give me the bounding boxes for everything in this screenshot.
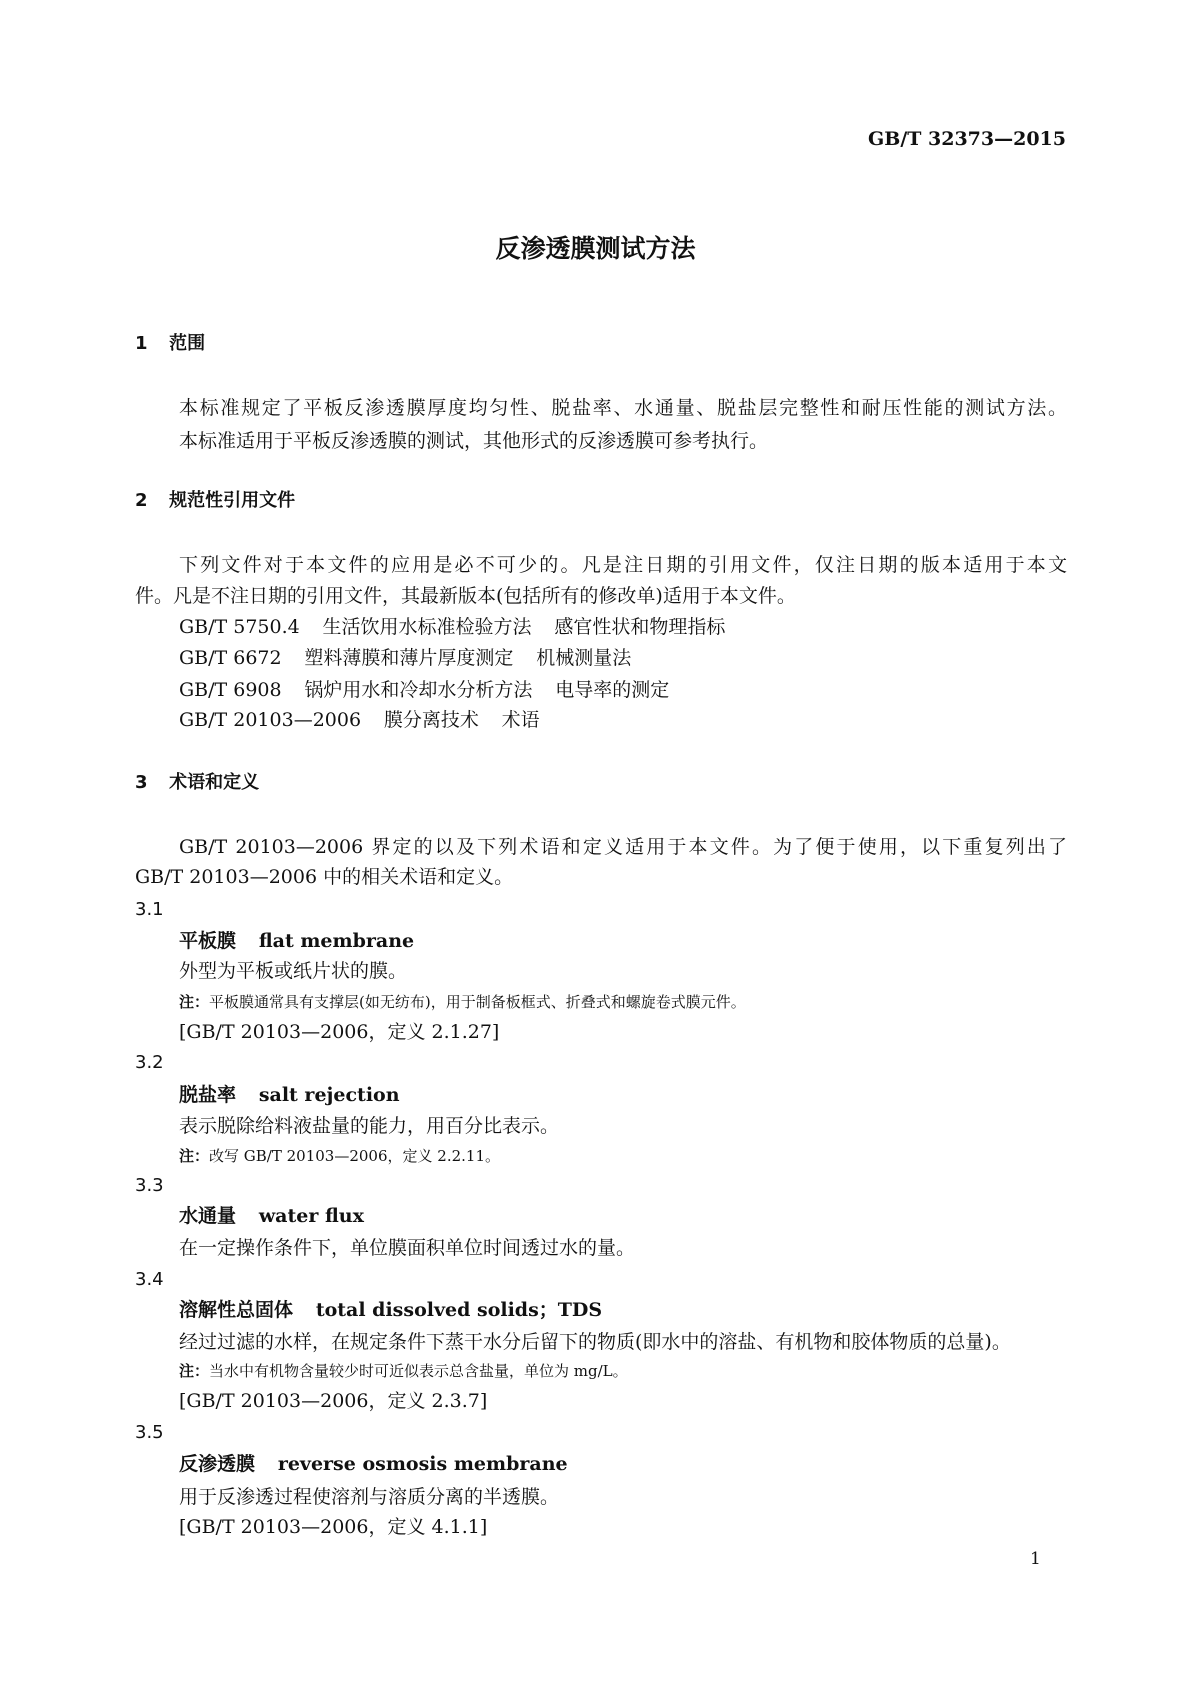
- paragraph: GB/T 20103—2006 界定的以及下列术语和定义适用于本文件。为了便于使用，以下重复列出了: [179, 836, 1067, 858]
- term-title: 平板膜 flat membrane: [179, 930, 415, 952]
- term-source: [GB/T 20103—2006，定义 2.1.27]: [179, 1021, 500, 1043]
- term-source: [GB/T 20103—2006，定义 4.1.1]: [179, 1516, 488, 1538]
- term-definition: 用于反渗透过程使溶剂与溶质分离的半透膜。: [179, 1486, 560, 1508]
- term-title: 反渗透膜 reverse osmosis membrane: [179, 1453, 568, 1475]
- section-2-heading: 2 规范性引用文件: [135, 490, 296, 511]
- term-title: 脱盐率 salt rejection: [179, 1084, 400, 1106]
- paragraph: 下列文件对于本文件的应用是必不可少的。凡是注日期的引用文件，仅注日期的版本适用于本文: [179, 554, 1067, 576]
- term-number: 3.4: [135, 1269, 164, 1290]
- section-3-heading: 3 术语和定义: [135, 772, 260, 793]
- reference-item: GB/T 20103—2006 膜分离技术 术语: [179, 709, 540, 731]
- paragraph: 本标准适用于平板反渗透膜的测试，其他形式的反渗透膜可参考执行。: [179, 430, 769, 452]
- term-definition: 表示脱除给料液盐量的能力，用百分比表示。: [179, 1115, 560, 1137]
- term-number: 3.3: [135, 1175, 164, 1196]
- reference-item: GB/T 5750.4 生活饮用水标准检验方法 感官性状和物理指标: [179, 616, 726, 638]
- term-source: [GB/T 20103—2006，定义 2.3.7]: [179, 1390, 488, 1412]
- reference-item: GB/T 6908 锅炉用水和冷却水分析方法 电导率的测定: [179, 679, 670, 701]
- term-title: 水通量 water flux: [179, 1205, 364, 1227]
- term-definition: 外型为平板或纸片状的膜。: [179, 960, 408, 982]
- term-definition: 在一定操作条件下，单位膜面积单位时间透过水的量。: [179, 1237, 636, 1259]
- term-definition: 经过过滤的水样，在规定条件下蒸干水分后留下的物质(即水中的溶盐、有机物和胶体物质的总量)。: [179, 1331, 1011, 1353]
- paragraph: GB/T 20103—2006 中的相关术语和定义。: [135, 866, 514, 888]
- term-number: 3.2: [135, 1052, 164, 1073]
- paragraph: 本标准规定了平板反渗透膜厚度均匀性、脱盐率、水通量、脱盐层完整性和耐压性能的测试方法。: [179, 397, 1067, 419]
- page-title: 反渗透膜测试方法: [495, 234, 696, 263]
- paragraph: 件。凡是不注日期的引用文件，其最新版本(包括所有的修改单)适用于本文件。: [135, 585, 796, 607]
- page-number: 1: [1030, 1549, 1041, 1569]
- term-note: 注：当水中有机物含量较少时可近似表示总含盐量，单位为 mg/L。: [179, 1362, 628, 1380]
- term-note: 注：改写 GB/T 20103—2006，定义 2.2.11。: [179, 1147, 500, 1165]
- section-1-heading: 1 范围: [135, 333, 206, 354]
- term-note: 注：平板膜通常具有支撑层(如无纺布)，用于制备板框式、折叠式和螺旋卷式膜元件。: [179, 993, 746, 1011]
- reference-item: GB/T 6672 塑料薄膜和薄片厚度测定 机械测量法: [179, 647, 632, 669]
- term-number: 3.5: [135, 1422, 164, 1443]
- standard-number: GB/T 32373—2015: [868, 128, 1066, 150]
- term-number: 3.1: [135, 899, 164, 920]
- term-title: 溶解性总固体 total dissolved solids；TDS: [179, 1299, 603, 1321]
